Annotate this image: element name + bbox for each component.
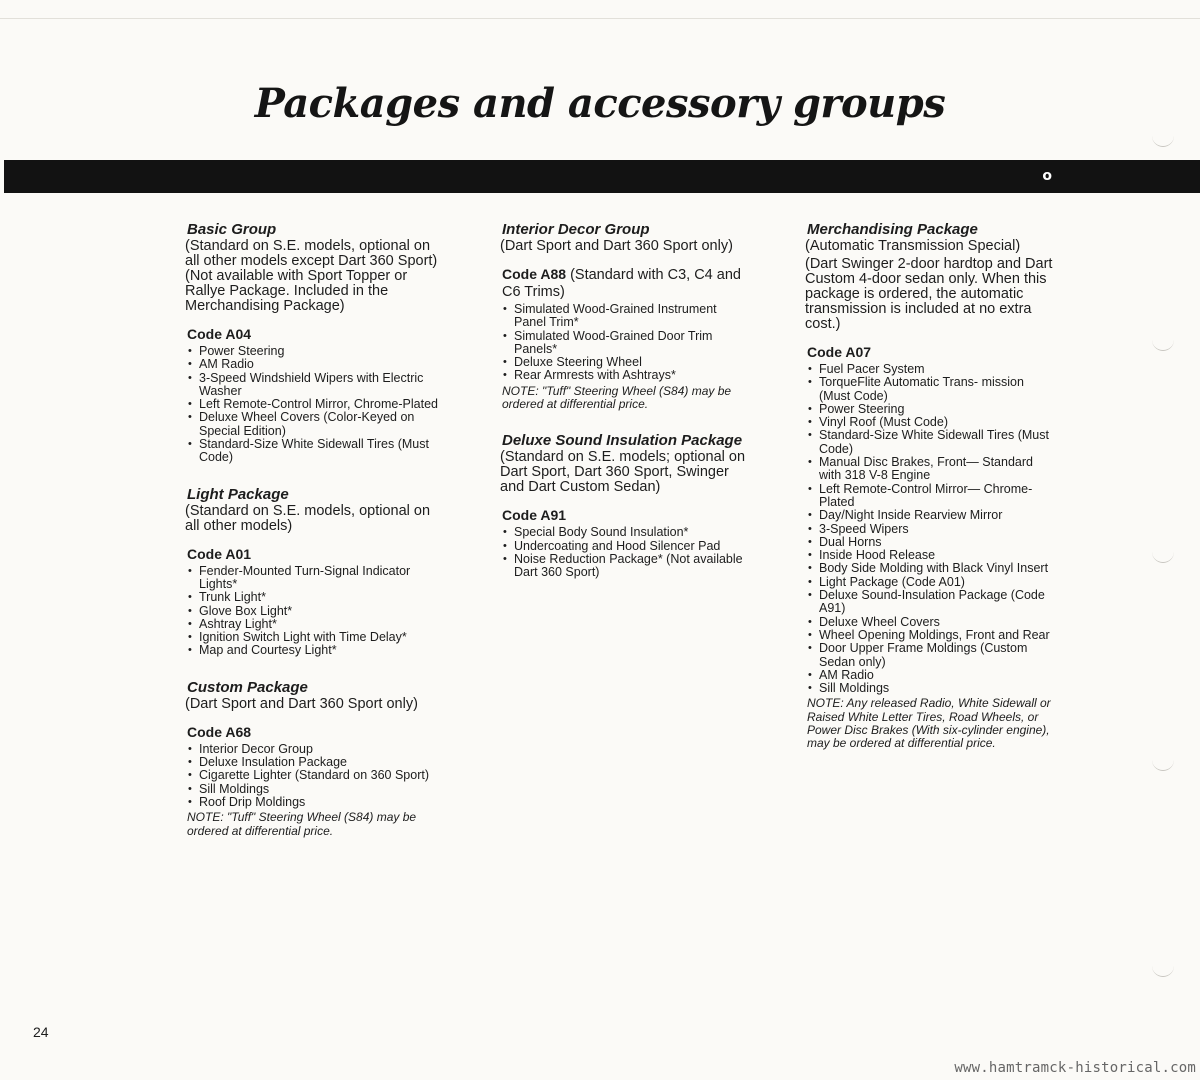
feature-item: • Left Remote-Control Mirror— Chrome-Plated <box>807 483 1057 510</box>
binder-hole-mark <box>1152 132 1174 147</box>
section-intro: (Automatic Transmission Special) <box>805 238 1021 254</box>
feature-item: • Vinyl Roof (Must Code) <box>807 416 1057 429</box>
section-intro: (Dart Sport and Dart 360 Sport only) <box>500 238 733 254</box>
section-intro: (Standard on S.E. models; optional on Dart Sport, Dart 360 Sport, Swinger and Dart Custom Sedan) <box>500 449 746 496</box>
feature-item: • Light Package (Code A01) <box>807 576 1057 589</box>
feature-item: • Undercoating and Hood Silencer Pad <box>502 540 752 553</box>
binder-hole-mark <box>1152 336 1174 351</box>
feature-item: • Deluxe Wheel Covers <box>807 616 1057 629</box>
package-section <box>807 222 1057 751</box>
package-section <box>187 680 447 838</box>
code-heading <box>502 266 752 300</box>
feature-list <box>502 526 752 579</box>
code-heading <box>187 546 447 562</box>
feature-item: • Deluxe Sound-Insulation Package (Code A91) <box>807 589 1057 616</box>
section-title: Light Package <box>187 485 289 503</box>
feature-item: • AM Radio <box>187 358 447 371</box>
feature-item: • Body Side Molding with Black Vinyl Insert <box>807 562 1057 575</box>
feature-item: • Deluxe Wheel Covers (Color-Keyed on Special Edition) <box>187 411 447 438</box>
code-label: Code A88 <box>502 266 567 282</box>
package-section <box>502 433 752 579</box>
feature-item: • Door Upper Frame Moldings (Custom Sedan only) <box>807 642 1057 669</box>
code-label: Code A04 <box>187 326 252 342</box>
feature-item: • 3-Speed Wipers <box>807 523 1057 536</box>
feature-item: • AM Radio <box>807 669 1057 682</box>
feature-item: • Standard-Size White Sidewall Tires (Must Code) <box>187 438 447 465</box>
section-title: Basic Group <box>187 221 277 238</box>
feature-list <box>187 565 447 658</box>
feature-list <box>807 363 1057 695</box>
feature-item: • Ashtray Light* <box>187 618 447 631</box>
feature-item: • Wheel Opening Moldings, Front and Rear <box>807 629 1057 642</box>
feature-item: • Fuel Pacer System <box>807 363 1057 376</box>
section-intro-2: (Dart Swinger 2-door hardtop and Dart Custom 4-door sedan only. When this package is ordered, the automatic transmission is included at no extra cost.) <box>805 256 1053 332</box>
feature-item: • Fender-Mounted Turn-Signal Indicator Lights* <box>187 565 447 592</box>
watermark: www.hamtramck-historical.com <box>954 1060 1196 1076</box>
feature-item: • Dual Horns <box>807 536 1057 549</box>
feature-item: • Roof Drip Moldings <box>187 796 447 809</box>
feature-item: • Inside Hood Release <box>807 549 1057 562</box>
binder-hole-mark <box>1152 756 1174 771</box>
page-title: Packages and accessory groups <box>254 80 946 127</box>
code-heading <box>187 724 447 740</box>
binder-hole-mark <box>1152 548 1174 563</box>
feature-item: • Deluxe Steering Wheel <box>502 356 752 369</box>
feature-item: • Standard-Size White Sidewall Tires (Must Code) <box>807 429 1057 456</box>
section-intro: (Standard on S.E. models, optional on all other models except Dart 360 Sport) (Not available with Sport Topper or Rallye Package. Included in the Merchandising Package) <box>185 238 438 314</box>
feature-item: • Interior Decor Group <box>187 743 447 756</box>
feature-list <box>187 345 447 465</box>
feature-item: • Cigarette Lighter (Standard on 360 Sport) <box>187 769 447 782</box>
code-heading <box>807 344 1057 360</box>
feature-item: • Power Steering <box>187 345 447 358</box>
feature-item: • Sill Moldings <box>807 682 1057 695</box>
feature-item: • Left Remote-Control Mirror, Chrome-Plated <box>187 398 447 411</box>
feature-item: • Ignition Switch Light with Time Delay* <box>187 631 447 644</box>
code-heading <box>502 507 752 523</box>
bar-mark: o <box>1042 168 1052 184</box>
feature-list <box>502 303 752 383</box>
code-label: Code A68 <box>187 723 252 740</box>
package-section <box>502 222 752 411</box>
column-1 <box>187 222 447 838</box>
feature-item: • Rear Armrests with Ashtrays* <box>502 369 752 382</box>
code-detail: (Standard with C3, C4 and C6 Trims) <box>502 267 741 300</box>
feature-item: • Glove Box Light* <box>187 605 447 618</box>
package-section <box>187 487 447 658</box>
feature-item: • Noise Reduction Package* (Not available Dart 360 Sport) <box>502 553 752 580</box>
feature-item: • Deluxe Insulation Package <box>187 756 447 769</box>
code-label: Code A91 <box>502 507 567 524</box>
feature-item: • Trunk Light* <box>187 591 447 604</box>
feature-item: • Simulated Wood-Grained Door Trim Panels* <box>502 330 752 357</box>
binder-hole-mark <box>1152 962 1174 977</box>
feature-item: • Simulated Wood-Grained Instrument Panel Trim* <box>502 303 752 330</box>
code-label: Code A07 <box>807 344 872 360</box>
note-text: NOTE: "Tuff" Steering Wheel (S84) may be ordered at differential price. <box>187 810 417 838</box>
feature-item: • 3-Speed Windshield Wipers with Electric Washer <box>187 372 447 399</box>
feature-item: • Day/Night Inside Rearview Mirror <box>807 509 1057 522</box>
code-label: Code A01 <box>187 545 252 562</box>
feature-item: • Map and Courtesy Light* <box>187 644 447 657</box>
feature-list <box>187 743 447 809</box>
section-title: Merchandising Package <box>807 221 978 238</box>
column-2 <box>502 222 752 580</box>
section-intro: (Dart Sport and Dart 360 Sport only) <box>185 695 418 712</box>
feature-item: • Special Body Sound Insulation* <box>502 526 752 539</box>
column-3 <box>807 222 1057 751</box>
feature-item: • Manual Disc Brakes, Front— Standard with 318 V-8 Engine <box>807 456 1057 483</box>
section-intro: (Standard on S.E. models, optional on all other models) <box>185 502 431 534</box>
feature-item: • Sill Moldings <box>187 783 447 796</box>
header-bar <box>4 160 1200 193</box>
section-title: Custom Package <box>187 678 308 696</box>
feature-item: • TorqueFlite Automatic Trans- mission (Must Code) <box>807 376 1057 403</box>
note-text: NOTE: "Tuff" Steering Wheel (S84) may be ordered at differential price. <box>502 383 732 412</box>
section-title: Interior Decor Group <box>502 221 650 238</box>
page-number: 24 <box>33 1024 49 1040</box>
package-section <box>187 222 447 465</box>
feature-item: • Power Steering <box>807 403 1057 416</box>
code-heading <box>187 326 447 342</box>
section-title: Deluxe Sound Insulation Package <box>502 432 743 450</box>
top-rule <box>0 18 1200 19</box>
note-text: NOTE: Any released Radio, White Sidewall or Raised White Letter Tires, Road Wheels, or Power Disc Brakes (With six-cylinder engine), may be ordered at differential price. <box>807 696 1051 751</box>
